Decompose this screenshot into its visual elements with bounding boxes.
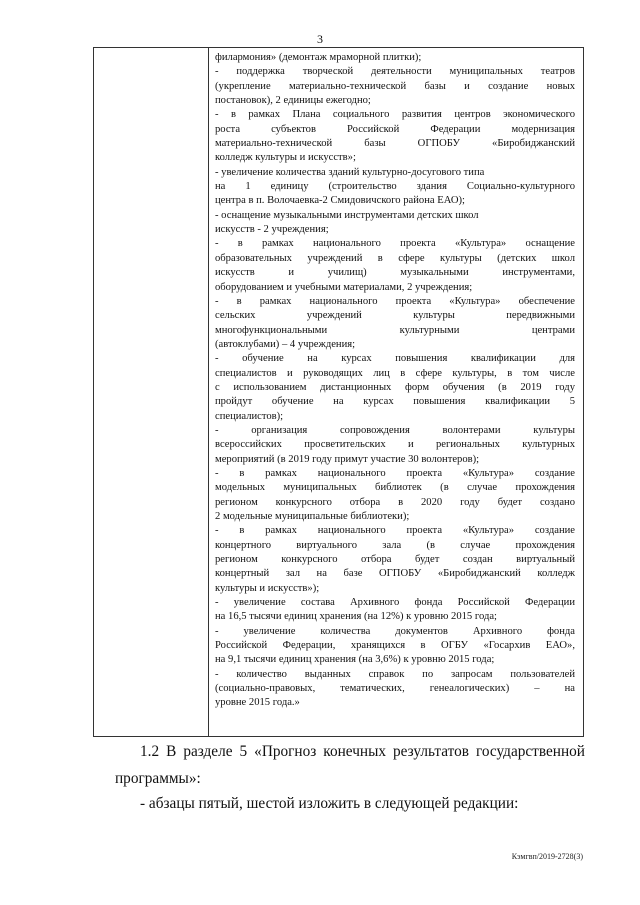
- program-table: [93, 47, 584, 737]
- table-cell-line: центра в п. Волочаевка-2 Смидовичского района ЕАО);: [215, 195, 465, 207]
- table-cell-line: - в рамках национального проекта «Культура» оснащение: [215, 238, 575, 250]
- table-cell-line: роста субъектов Российской Федерации модернизация: [215, 123, 575, 135]
- table-cell-line: сельских учреждений культуры передвижными: [215, 310, 575, 322]
- table-cell-line: - в рамках национального проекта «Культура» создание: [215, 467, 575, 479]
- table-cell-line: 2 модельные муниципальные библиотеки);: [215, 511, 410, 522]
- table-cell-line: (автоклубами) – 4 учреждения;: [215, 338, 356, 350]
- paragraph-section-5: 1.2 В разделе 5 «Прогноз конечных результатов государственной: [140, 743, 585, 760]
- table-cell-line: специалистов);: [215, 410, 284, 422]
- page-number: 3: [317, 32, 323, 46]
- table-cell-line: уровне 2015 года.»: [215, 697, 300, 709]
- table-cell-text: [215, 51, 575, 711]
- table-cell-line: - количество выданных справок по запросам пользователей: [215, 668, 575, 680]
- table-cell-line: мероприятий (в 2019 году примут участие 30 волонтеров);: [215, 453, 480, 465]
- table-cell-line: на 1 единицу (строительство здания Социально-культурного: [215, 181, 575, 193]
- table-cell-line: на 9,1 тысячи единиц хранения (на 3,6%) к уровню 2015 года;: [215, 654, 495, 666]
- table-cell-line: образовательных учреждений в сфере культуры (детских школ: [215, 252, 575, 264]
- table-cell-line: пройдут обучение на курсах повышения квалификации 5: [215, 396, 575, 408]
- table-cell-line: - поддержка творческой деятельности муниципальных театров: [215, 66, 575, 78]
- table-cell-line: концертный зал на базе ОГПОБУ «Биробиджанский колледж: [215, 568, 575, 580]
- table-cell-line: искусств и училищ) музыкальными инструментами,: [215, 267, 575, 279]
- table-cell-line: - в рамках Плана социального развития центров экономического: [215, 109, 575, 121]
- column-divider: [208, 48, 209, 736]
- table-cell-line: (укрепление материально-технической базы и создание новых: [215, 80, 575, 92]
- table-cell-line: - увеличение количества документов Архивного фонда: [215, 625, 575, 637]
- table-cell-line: культуры и искусств»);: [215, 582, 320, 594]
- paragraph-continuation: программы»:: [115, 770, 201, 787]
- table-cell-line: с использованием дистанционных форм обучения (в 2019 году: [215, 381, 575, 393]
- table-cell-line: - увеличение состава Архивного фонда Российской Федерации: [215, 597, 575, 609]
- table-cell-line: - организация сопровождения волонтерами культуры: [215, 424, 575, 436]
- table-cell-line: постановок), 2 единицы ежегодно;: [215, 95, 371, 107]
- table-cell-line: материально-технической базы ОГПОБУ «Биробиджанский: [215, 138, 575, 150]
- table-cell-line: Российской Федерации, хранящихся в ОГБУ «Госархив ЕАО»,: [215, 640, 575, 652]
- table-cell-line: - в рамках национального проекта «Культура» создание: [215, 525, 575, 537]
- table-cell-line: модельных муниципальных библиотек (в случае прохождения: [215, 482, 575, 494]
- table-cell-line: - увеличение количества зданий культурно-досугового типа: [215, 166, 485, 178]
- table-cell-line: специалистов и руководящих лиц в сфере культуры, в том числе: [215, 367, 575, 379]
- table-cell-line: многофункциональными культурными центрами: [215, 324, 575, 336]
- table-cell-line: колледж культуры и искусств»;: [215, 152, 356, 164]
- table-cell-line: искусств - 2 учреждения;: [215, 224, 329, 236]
- table-cell-line: оборудованием и учебными материалами, 2 учреждения;: [215, 281, 473, 293]
- table-cell-line: концертного виртуального зала (в случае прохождения: [215, 539, 575, 551]
- table-cell-line: на 16,5 тысячи единиц хранения (на 12%) к уровню 2015 года;: [215, 611, 497, 623]
- table-cell-line: - в рамках национального проекта «Культура» обеспечение: [215, 295, 575, 307]
- table-cell-line: всероссийских просветительских и региональных культурных: [215, 439, 575, 451]
- table-cell-line: - оснащение музыкальными инструментами детских школ: [215, 209, 479, 221]
- document-code: Кэмгвп/2019-2728(3): [511, 852, 583, 861]
- table-cell-line: (социально-правовых, тематических, генеалогических) – на: [215, 683, 575, 695]
- table-cell-line: филармония» (демонтаж мраморной плитки);: [215, 52, 422, 63]
- table-cell-line: - обучение на курсах повышения квалификации для: [215, 353, 575, 365]
- paragraph-instruction: - абзацы пятый, шестой изложить в следующей редакции:: [140, 795, 519, 812]
- table-cell-line: регионом конкурсного отбора будет создан виртуальный: [215, 554, 575, 566]
- table-cell-line: регионом конкурсного отбора в 2020 году будет создано: [215, 496, 575, 508]
